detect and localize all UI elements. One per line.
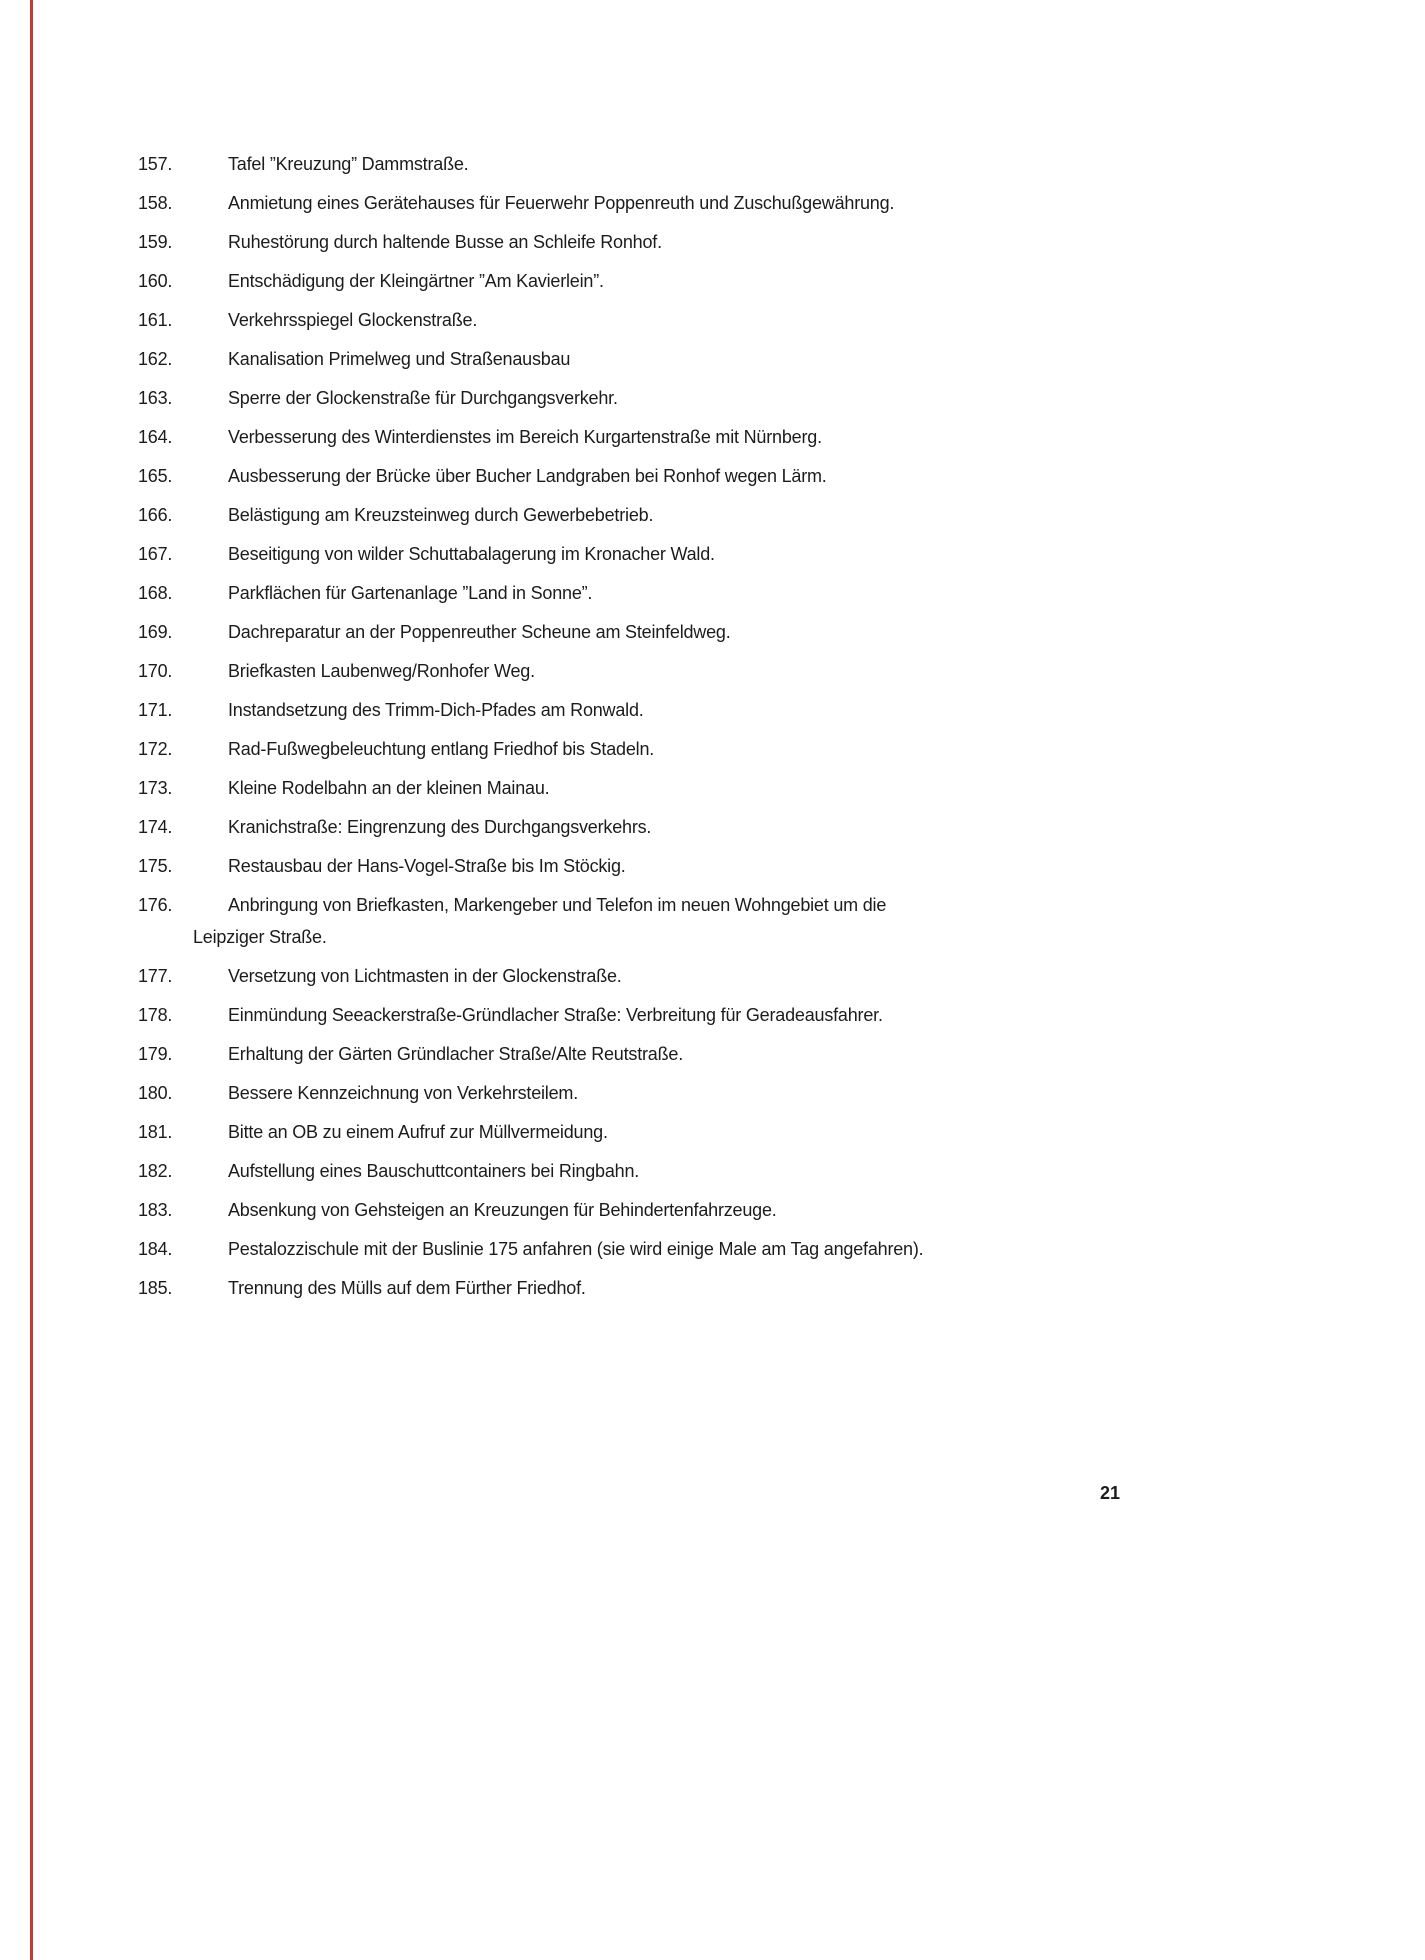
item-line: Anmietung eines Gerätehauses für Feuerwehr Poppenreuth und Zuschußgewährung. — [228, 193, 895, 213]
item-line: Beseitigung von wilder Schuttabalagerung im Kronacher Wald. — [228, 544, 715, 564]
item-number: 176. — [138, 895, 173, 915]
item-text — [228, 811, 1365, 843]
item-text — [228, 343, 1365, 375]
list-item — [138, 1233, 1365, 1265]
item-line: Kleine Rodelbahn an der kleinen Mainau. — [228, 778, 550, 798]
list-item — [138, 226, 1365, 258]
item-text — [228, 694, 1365, 726]
item-text — [228, 577, 1365, 609]
item-number: 182. — [138, 1161, 173, 1181]
item-number: 181. — [138, 1122, 173, 1142]
list-item — [138, 343, 1365, 375]
list-item — [138, 538, 1365, 570]
list-item — [138, 460, 1365, 492]
item-number: 159. — [138, 232, 173, 252]
item-line: Sperre der Glockenstraße für Durchgangsverkehr. — [228, 388, 618, 408]
item-number: 161. — [138, 310, 173, 330]
item-text — [228, 772, 1365, 804]
item-text — [228, 499, 1365, 531]
item-number: 167. — [138, 544, 173, 564]
item-line: Trennung des Mülls auf dem Fürther Friedhof. — [228, 1278, 586, 1298]
list-item — [138, 577, 1365, 609]
item-text — [193, 889, 1365, 953]
item-text — [228, 850, 1365, 882]
item-number: 165. — [138, 466, 173, 486]
list-item — [138, 655, 1365, 687]
item-line: Ausbesserung der Brücke über Bucher Landgraben bei Ronhof wegen Lärm. — [228, 466, 827, 486]
item-number: 173. — [138, 778, 173, 798]
item-line: Bitte an OB zu einem Aufruf zur Müllvermeidung. — [228, 1122, 608, 1142]
list-item — [138, 148, 1365, 180]
item-text — [228, 1194, 1365, 1226]
item-number: 175. — [138, 856, 173, 876]
list-item — [138, 733, 1365, 765]
list-item — [138, 304, 1365, 336]
item-text — [228, 733, 1365, 765]
item-line: Entschädigung der Kleingärtner ”Am Kavierlein”. — [228, 271, 604, 291]
item-number: 185. — [138, 1278, 173, 1298]
item-line: Bessere Kennzeichnung von Verkehrsteilem. — [228, 1083, 579, 1103]
item-line: Erhaltung der Gärten Gründlacher Straße/Alte Reutstraße. — [228, 1044, 684, 1064]
item-line: Verkehrsspiegel Glockenstraße. — [228, 310, 478, 330]
item-number: 170. — [138, 661, 173, 681]
item-line: Einmündung Seeackerstraße-Gründlacher Straße: Verbreitung für Geradeausfahrer. — [228, 1005, 883, 1025]
item-text — [228, 187, 1365, 219]
item-line: Instandsetzung des Trimm-Dich-Pfades am Ronwald. — [228, 700, 644, 720]
item-number: 158. — [138, 193, 173, 213]
red-margin-line — [30, 0, 33, 1960]
list-item — [138, 616, 1365, 648]
item-text — [228, 226, 1365, 258]
list-item — [138, 1038, 1365, 1070]
item-number: 171. — [138, 700, 173, 720]
item-text — [228, 1116, 1365, 1148]
item-number: 177. — [138, 966, 173, 986]
list-item — [138, 1272, 1365, 1304]
item-text — [228, 538, 1365, 570]
item-number: 168. — [138, 583, 173, 603]
item-number: 174. — [138, 817, 173, 837]
list-item — [138, 999, 1365, 1031]
item-line: Briefkasten Laubenweg/Ronhofer Weg. — [228, 661, 535, 681]
item-line: Verbesserung des Winterdienstes im Bereich Kurgartenstraße mit Nürnberg. — [228, 427, 822, 447]
item-line: Aufstellung eines Bauschuttcontainers bei Ringbahn. — [228, 1161, 640, 1181]
list-item — [138, 265, 1365, 297]
item-number: 163. — [138, 388, 173, 408]
item-number: 172. — [138, 739, 173, 759]
item-number: 164. — [138, 427, 173, 447]
item-line: Dachreparatur an der Poppenreuther Scheune am Steinfeldweg. — [228, 622, 731, 642]
item-line: Rad-Fußwegbeleuchtung entlang Friedhof bis Stadeln. — [228, 739, 655, 759]
item-number: 162. — [138, 349, 173, 369]
item-text — [228, 382, 1365, 414]
item-text — [228, 1272, 1365, 1304]
item-number: 160. — [138, 271, 173, 291]
page-number: 21 — [1100, 1483, 1121, 1503]
item-line: Parkflächen für Gartenanlage ”Land in Sonne”. — [228, 583, 593, 603]
item-line: Pestalozzischule mit der Buslinie 175 anfahren (sie wird einige Male am Tag angefahren). — [228, 1239, 924, 1259]
list-item — [138, 1194, 1365, 1226]
list-item — [138, 694, 1365, 726]
list-item — [138, 1155, 1365, 1187]
item-line: Versetzung von Lichtmasten in der Glockenstraße. — [228, 966, 622, 986]
item-text — [228, 460, 1365, 492]
item-text — [228, 304, 1365, 336]
list-item — [138, 1077, 1365, 1109]
list-item — [138, 499, 1365, 531]
item-text — [228, 616, 1365, 648]
item-number: 180. — [138, 1083, 173, 1103]
item-line: Kranichstraße: Eingrenzung des Durchgangsverkehrs. — [228, 817, 652, 837]
list-item — [138, 850, 1365, 882]
list-item — [138, 811, 1365, 843]
item-text — [228, 265, 1365, 297]
list-item — [138, 1116, 1365, 1148]
item-number: 178. — [138, 1005, 173, 1025]
item-text — [228, 999, 1365, 1031]
item-line: Belästigung am Kreuzsteinweg durch Gewerbebetrieb. — [228, 505, 654, 525]
list-item — [138, 187, 1365, 219]
item-number: 157. — [138, 154, 173, 174]
item-number: 166. — [138, 505, 173, 525]
item-text — [228, 1155, 1365, 1187]
item-text — [228, 148, 1365, 180]
item-line: Kanalisation Primelweg und Straßenausbau — [228, 349, 571, 369]
item-line: Tafel ”Kreuzung” Dammstraße. — [228, 154, 469, 174]
item-text — [228, 421, 1365, 453]
item-text — [228, 655, 1365, 687]
item-text — [228, 1233, 1365, 1265]
item-line: Restausbau der Hans-Vogel-Straße bis Im Stöckig. — [228, 856, 626, 876]
item-text — [228, 960, 1365, 992]
item-line-continuation: Leipziger Straße. — [193, 927, 327, 947]
item-number: 169. — [138, 622, 173, 642]
item-number: 184. — [138, 1239, 173, 1259]
item-text — [228, 1038, 1365, 1070]
list-item — [138, 889, 1365, 953]
list-item — [138, 772, 1365, 804]
item-line: Absenkung von Gehsteigen an Kreuzungen für Behindertenfahrzeuge. — [228, 1200, 777, 1220]
list-item — [138, 382, 1365, 414]
item-line: Ruhestörung durch haltende Busse an Schleife Ronhof. — [228, 232, 662, 252]
list-item — [138, 421, 1365, 453]
item-number: 183. — [138, 1200, 173, 1220]
item-number: 179. — [138, 1044, 173, 1064]
list-item — [138, 960, 1365, 992]
item-line: Anbringung von Briefkasten, Markengeber und Telefon im neuen Wohngebiet um die — [228, 895, 887, 915]
item-text — [228, 1077, 1365, 1109]
